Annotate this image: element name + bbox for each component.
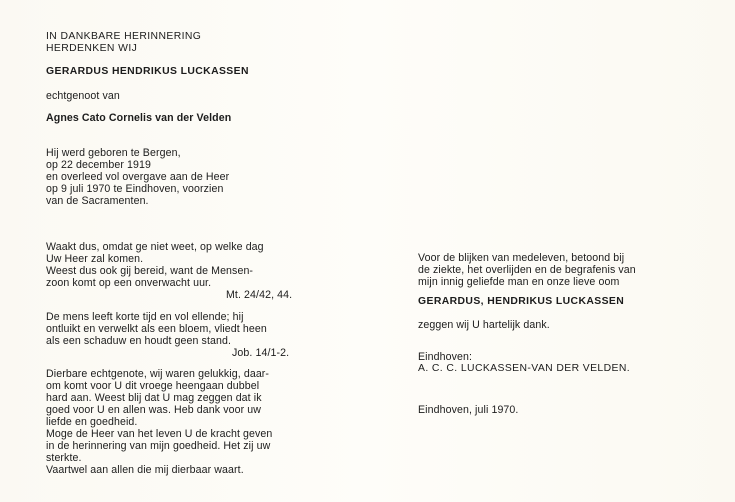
thanks-line-3: mijn innig geliefde man en onze lieve oom [418, 276, 620, 288]
farewell-line-5: liefde en goedheid. [46, 416, 138, 428]
closing-line: Vaartwel aan allen die mij dierbaar waart. [46, 464, 244, 476]
verse2-line-3: als een schaduw en houdt geen stand. [46, 335, 232, 347]
intro-line-2: HERDENKEN WIJ [46, 43, 138, 54]
farewell-line-6: Moge de Heer van het leven U de kracht geven [46, 428, 273, 440]
right-deceased-name: GERARDUS, HENDRIKUS LUCKASSEN [418, 296, 625, 307]
thanks-line-1: Voor de blijken van medeleven, betoond bij [418, 252, 625, 264]
place-label: Eindhoven: [418, 351, 473, 363]
spouse-label: echtgenoot van [46, 90, 120, 102]
verse2-reference: Job. 14/1-2. [232, 347, 290, 359]
bio-line-1: Hij werd geboren te Bergen, [46, 147, 181, 159]
farewell-line-4: goed voor U en allen was. Heb dank voor uw [46, 404, 262, 416]
verse2-line-1: De mens leeft korte tijd en vol ellende; hij [46, 311, 244, 323]
bio-line-4: op 9 juli 1970 te Eindhoven, voorzien [46, 183, 224, 195]
farewell-line-3: hard aan. Weest blij dat U mag zeggen dat ik [46, 392, 262, 404]
farewell-line-1: Dierbare echtgenote, wij waren gelukkig, daar- [46, 368, 270, 380]
farewell-line-2: om komt voor U dit vroege heengaan dubbel [46, 380, 260, 392]
bio-line-3: en overleed vol overgave aan de Heer [46, 171, 230, 183]
intro-line-1: IN DANKBARE HERINNERING [46, 31, 202, 42]
farewell-line-7: in de herinnering van mijn goedheid. Het zij uw [46, 440, 271, 452]
deceased-name: GERARDUS HENDRIKUS LUCKASSEN [46, 66, 249, 77]
bio-line-2: op 22 december 1919 [46, 159, 151, 171]
verse1-reference: Mt. 24/42, 44. [226, 289, 293, 301]
farewell-line-8: sterkte. [46, 452, 82, 464]
verse1-line-3: Weest dus ook gij bereid, want de Mensen- [46, 265, 254, 277]
verse1-line-2: Uw Heer zal komen. [46, 253, 144, 265]
spouse-name: Agnes Cato Cornelis van der Velden [46, 112, 232, 124]
thanks-closing: zeggen wij U hartelijk dank. [418, 319, 550, 331]
signatory: A. C. C. LUCKASSEN-VAN DER VELDEN. [418, 363, 631, 374]
verse1-line-4: zoon komt op een onverwacht uur. [46, 277, 212, 289]
verse1-line-1: Waakt dus, omdat ge niet weet, op welke dag [46, 241, 264, 253]
verse2-line-2: ontluikt en verwelkt als een bloem, vliedt heen [46, 323, 267, 335]
date-line: Eindhoven, juli 1970. [418, 404, 519, 416]
bio-line-5: van de Sacramenten. [46, 195, 149, 207]
thanks-line-2: de ziekte, het overlijden en de begrafenis van [418, 264, 636, 276]
